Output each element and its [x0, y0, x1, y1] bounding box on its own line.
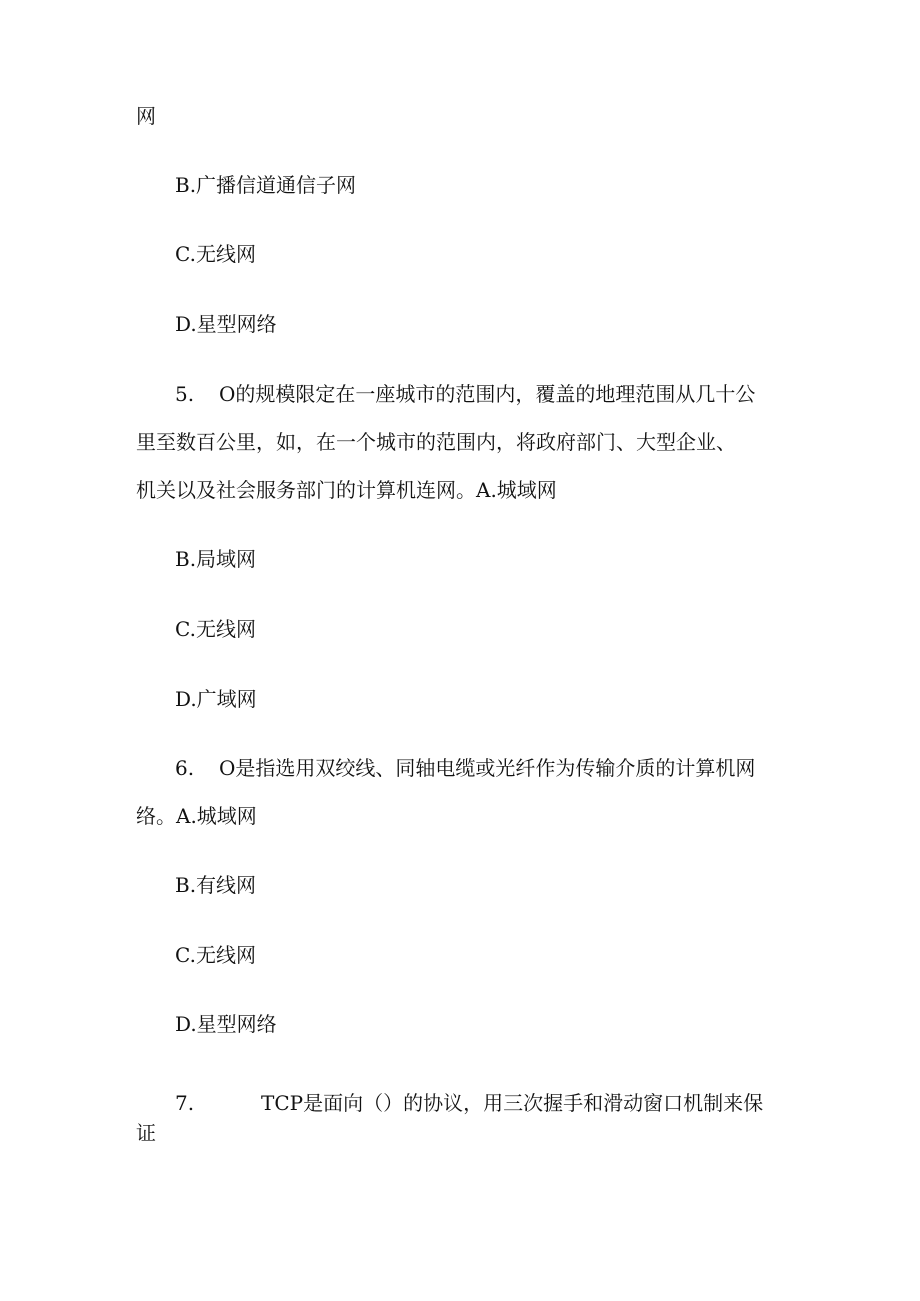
q6-stem-line-2: 络。A.城域网: [136, 804, 257, 828]
q7-stem-line-2: 证: [136, 1121, 156, 1145]
q5-stem-line-3: 机关以及社会服务部门的计算机连网。A.城域网: [136, 478, 557, 502]
q5-option-d: D.广域网: [175, 687, 257, 711]
q7-stem-line-1: [175, 1091, 763, 1115]
q4-option-d: D.星型网络: [175, 312, 277, 336]
q6-stem-text-1: O是指选用双绞线、同轴电缆或光纤作为传输介质的计算机网: [219, 756, 756, 780]
q7-stem-text-1: TCP是面向（）的协议，用三次握手和滑动窗口机制来保: [261, 1091, 764, 1115]
q4-option-c: C.无线网: [175, 242, 256, 266]
q6-option-b: B.有线网: [175, 873, 257, 897]
q6-number: 6.: [175, 756, 195, 780]
q6-stem-line-1: [175, 756, 755, 780]
q4-option-b: B.广播信道通信子网: [175, 173, 357, 197]
q5-option-c: C.无线网: [175, 617, 256, 641]
q7-number: 7.: [175, 1091, 195, 1115]
q6-option-c: C.无线网: [175, 943, 256, 967]
q5-stem-line-1: [175, 382, 755, 406]
continuation-text: 网: [136, 104, 156, 128]
q5-stem-text-1: O的规模限定在一座城市的范围内，覆盖的地理范围从几十公: [219, 382, 756, 406]
q6-option-d: D.星型网络: [175, 1012, 277, 1036]
q5-number: 5.: [175, 382, 195, 406]
q5-option-b: B.局域网: [175, 547, 257, 571]
q5-stem-line-2: 里至数百公里，如，在一个城市的范围内，将政府部门、大型企业、: [136, 430, 736, 454]
